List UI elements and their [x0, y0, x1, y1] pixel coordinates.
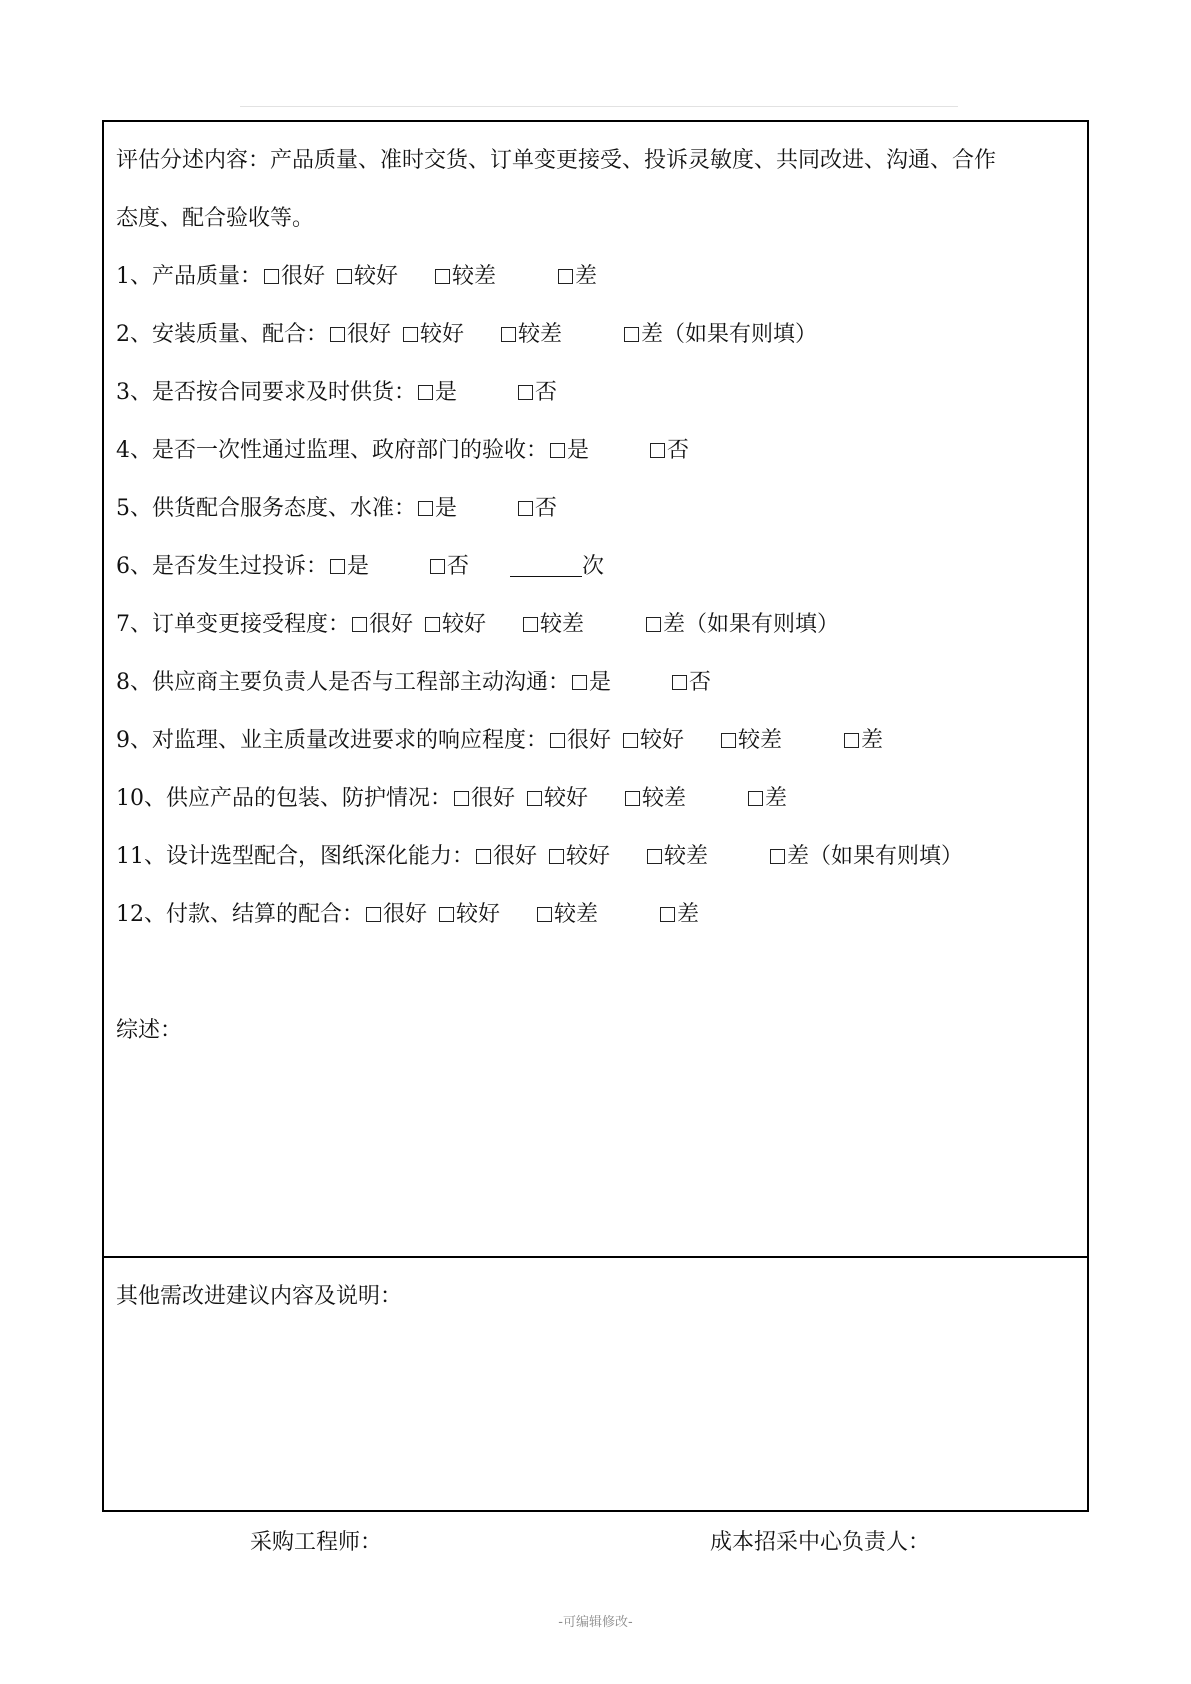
- item-label: 11、设计选型配合，图纸深化能力：: [116, 844, 474, 869]
- option-label: 差（如果有则填）: [787, 844, 964, 869]
- checkbox-icon[interactable]: [624, 327, 639, 342]
- cost-center-head-signature: 成本招采中心负责人：: [710, 1530, 931, 1555]
- checkbox-icon[interactable]: [646, 617, 661, 632]
- checkbox-icon[interactable]: [403, 327, 418, 342]
- checkbox-icon[interactable]: [647, 849, 662, 864]
- option-label: 差: [861, 728, 884, 753]
- checkbox-icon[interactable]: [264, 269, 279, 284]
- option-label: 是: [567, 438, 590, 463]
- option-label: 否: [535, 496, 558, 521]
- checkbox-icon[interactable]: [418, 385, 433, 400]
- checkbox-icon[interactable]: [650, 443, 665, 458]
- rating-option[interactable]: [549, 840, 610, 874]
- item-label: 8、供应商主要负责人是否与工程部主动沟通：: [116, 670, 570, 695]
- option-label: 较差: [664, 844, 709, 869]
- rating-option[interactable]: [550, 434, 589, 468]
- option-label: 否: [667, 438, 690, 463]
- option-label: 否: [689, 670, 712, 695]
- option-label: 较差: [452, 264, 497, 289]
- rating-option[interactable]: [646, 608, 839, 642]
- item-label: 10、供应产品的包装、防护情况：: [116, 786, 452, 811]
- option-label: 较差: [642, 786, 687, 811]
- rating-option[interactable]: [518, 376, 557, 410]
- rating-option[interactable]: [672, 666, 711, 700]
- header-rule: [240, 106, 958, 107]
- evaluation-form: [102, 120, 1089, 1512]
- rating-option[interactable]: [430, 550, 469, 584]
- count-unit: 次: [582, 554, 605, 579]
- checkbox-icon[interactable]: [550, 733, 565, 748]
- checkbox-icon[interactable]: [558, 269, 573, 284]
- rating-option[interactable]: [537, 898, 598, 932]
- option-label: 是: [347, 554, 370, 579]
- option-label: 很好: [471, 786, 516, 811]
- checkbox-icon[interactable]: [352, 617, 367, 632]
- checkbox-icon[interactable]: [518, 501, 533, 516]
- rating-option[interactable]: [425, 608, 486, 642]
- item-label: 6、是否发生过投诉：: [116, 554, 328, 579]
- rating-option[interactable]: [330, 318, 391, 352]
- rating-option[interactable]: [501, 318, 562, 352]
- rating-option[interactable]: [748, 782, 787, 816]
- option-label: 较好: [456, 902, 501, 927]
- option-label: 否: [447, 554, 470, 579]
- checkbox-icon[interactable]: [476, 849, 491, 864]
- checkbox-icon[interactable]: [537, 907, 552, 922]
- checkbox-icon[interactable]: [770, 849, 785, 864]
- option-label: 否: [535, 380, 558, 405]
- option-label: 是: [435, 380, 458, 405]
- option-label: 很好: [281, 264, 326, 289]
- checkbox-icon[interactable]: [418, 501, 433, 516]
- item-label: 4、是否一次性通过监理、政府部门的验收：: [116, 438, 548, 463]
- option-label: 差: [765, 786, 788, 811]
- item-label: 12、付款、结算的配合：: [116, 902, 364, 927]
- item-label: 9、对监理、业主质量改进要求的响应程度：: [116, 728, 548, 753]
- option-label: 差（如果有则填）: [663, 612, 840, 637]
- summary-label: 综述：: [116, 1018, 183, 1043]
- option-label: 较好: [640, 728, 685, 753]
- option-label: 差（如果有则填）: [641, 322, 818, 347]
- option-label: 较差: [554, 902, 599, 927]
- rating-option[interactable]: [625, 782, 686, 816]
- checkbox-icon[interactable]: [549, 849, 564, 864]
- checkbox-icon[interactable]: [425, 617, 440, 632]
- checkbox-icon[interactable]: [337, 269, 352, 284]
- option-label: 较差: [518, 322, 563, 347]
- rating-option[interactable]: [647, 840, 708, 874]
- rating-option[interactable]: [418, 492, 457, 526]
- option-label: 较好: [354, 264, 399, 289]
- rating-option[interactable]: [558, 260, 597, 294]
- option-label: 很好: [493, 844, 538, 869]
- option-label: 很好: [383, 902, 428, 927]
- option-label: 较好: [420, 322, 465, 347]
- checkbox-icon[interactable]: [430, 559, 445, 574]
- count-blank-field[interactable]: [510, 550, 582, 577]
- rating-option[interactable]: [844, 724, 883, 758]
- item-label: 2、安装质量、配合：: [116, 322, 328, 347]
- option-label: 差: [575, 264, 598, 289]
- rating-option[interactable]: [454, 782, 515, 816]
- evaluation-section: [104, 122, 1087, 1258]
- rating-option[interactable]: [366, 898, 427, 932]
- item-label: 5、供货配合服务态度、水准：: [116, 496, 416, 521]
- checkbox-icon[interactable]: [435, 269, 450, 284]
- rating-option[interactable]: [721, 724, 782, 758]
- option-label: 较好: [442, 612, 487, 637]
- rating-option[interactable]: [352, 608, 413, 642]
- suggestion-label: 其他需改进建议内容及说明：: [116, 1284, 403, 1309]
- intro-line-1: 评估分述内容：产品质量、准时交货、订单变更接受、投诉灵敏度、共同改进、沟通、合作: [116, 148, 997, 173]
- checkbox-icon[interactable]: [550, 443, 565, 458]
- rating-option[interactable]: [435, 260, 496, 294]
- option-label: 很好: [369, 612, 414, 637]
- checkbox-icon[interactable]: [330, 559, 345, 574]
- complaint-count: [510, 550, 604, 584]
- checkbox-icon[interactable]: [623, 733, 638, 748]
- rating-option[interactable]: [650, 434, 689, 468]
- rating-option[interactable]: [624, 318, 817, 352]
- checkbox-icon[interactable]: [330, 327, 345, 342]
- checkbox-icon[interactable]: [527, 791, 542, 806]
- rating-option[interactable]: [572, 666, 611, 700]
- option-label: 很好: [567, 728, 612, 753]
- checkbox-icon[interactable]: [454, 791, 469, 806]
- rating-option[interactable]: [550, 724, 611, 758]
- checkbox-icon[interactable]: [572, 675, 587, 690]
- checkbox-icon[interactable]: [439, 907, 454, 922]
- checkbox-icon[interactable]: [721, 733, 736, 748]
- option-label: 很好: [347, 322, 392, 347]
- rating-option[interactable]: [439, 898, 500, 932]
- option-label: 较差: [540, 612, 585, 637]
- option-label: 是: [589, 670, 612, 695]
- rating-option[interactable]: [623, 724, 684, 758]
- rating-option[interactable]: [660, 898, 699, 932]
- rating-option[interactable]: [403, 318, 464, 352]
- checkbox-icon[interactable]: [844, 733, 859, 748]
- option-label: 较差: [738, 728, 783, 753]
- rating-option[interactable]: [330, 550, 369, 584]
- checkbox-icon[interactable]: [366, 907, 381, 922]
- suggestion-section: [104, 1258, 1087, 1510]
- checkbox-icon[interactable]: [518, 385, 533, 400]
- intro-line-2: 态度、配合验收等。: [116, 206, 315, 231]
- checkbox-icon[interactable]: [672, 675, 687, 690]
- option-label: 差: [677, 902, 700, 927]
- rating-option[interactable]: [264, 260, 325, 294]
- rating-option[interactable]: [770, 840, 963, 874]
- item-label: 7、订单变更接受程度：: [116, 612, 350, 637]
- checkbox-icon[interactable]: [501, 327, 516, 342]
- item-label: 1、产品质量：: [116, 264, 262, 289]
- rating-option[interactable]: [337, 260, 398, 294]
- option-label: 较好: [566, 844, 611, 869]
- checkbox-icon[interactable]: [625, 791, 640, 806]
- checkbox-icon[interactable]: [748, 791, 763, 806]
- option-label: 较好: [544, 786, 589, 811]
- rating-option[interactable]: [527, 782, 588, 816]
- item-label: 3、是否按合同要求及时供货：: [116, 380, 416, 405]
- page-footer: -可编辑修改-: [558, 1615, 633, 1630]
- rating-option[interactable]: [518, 492, 557, 526]
- rating-option[interactable]: [523, 608, 584, 642]
- purchasing-engineer-signature: 采购工程师：: [250, 1530, 383, 1555]
- checkbox-icon[interactable]: [660, 907, 675, 922]
- rating-option[interactable]: [476, 840, 537, 874]
- rating-option[interactable]: [418, 376, 457, 410]
- checkbox-icon[interactable]: [523, 617, 538, 632]
- option-label: 是: [435, 496, 458, 521]
